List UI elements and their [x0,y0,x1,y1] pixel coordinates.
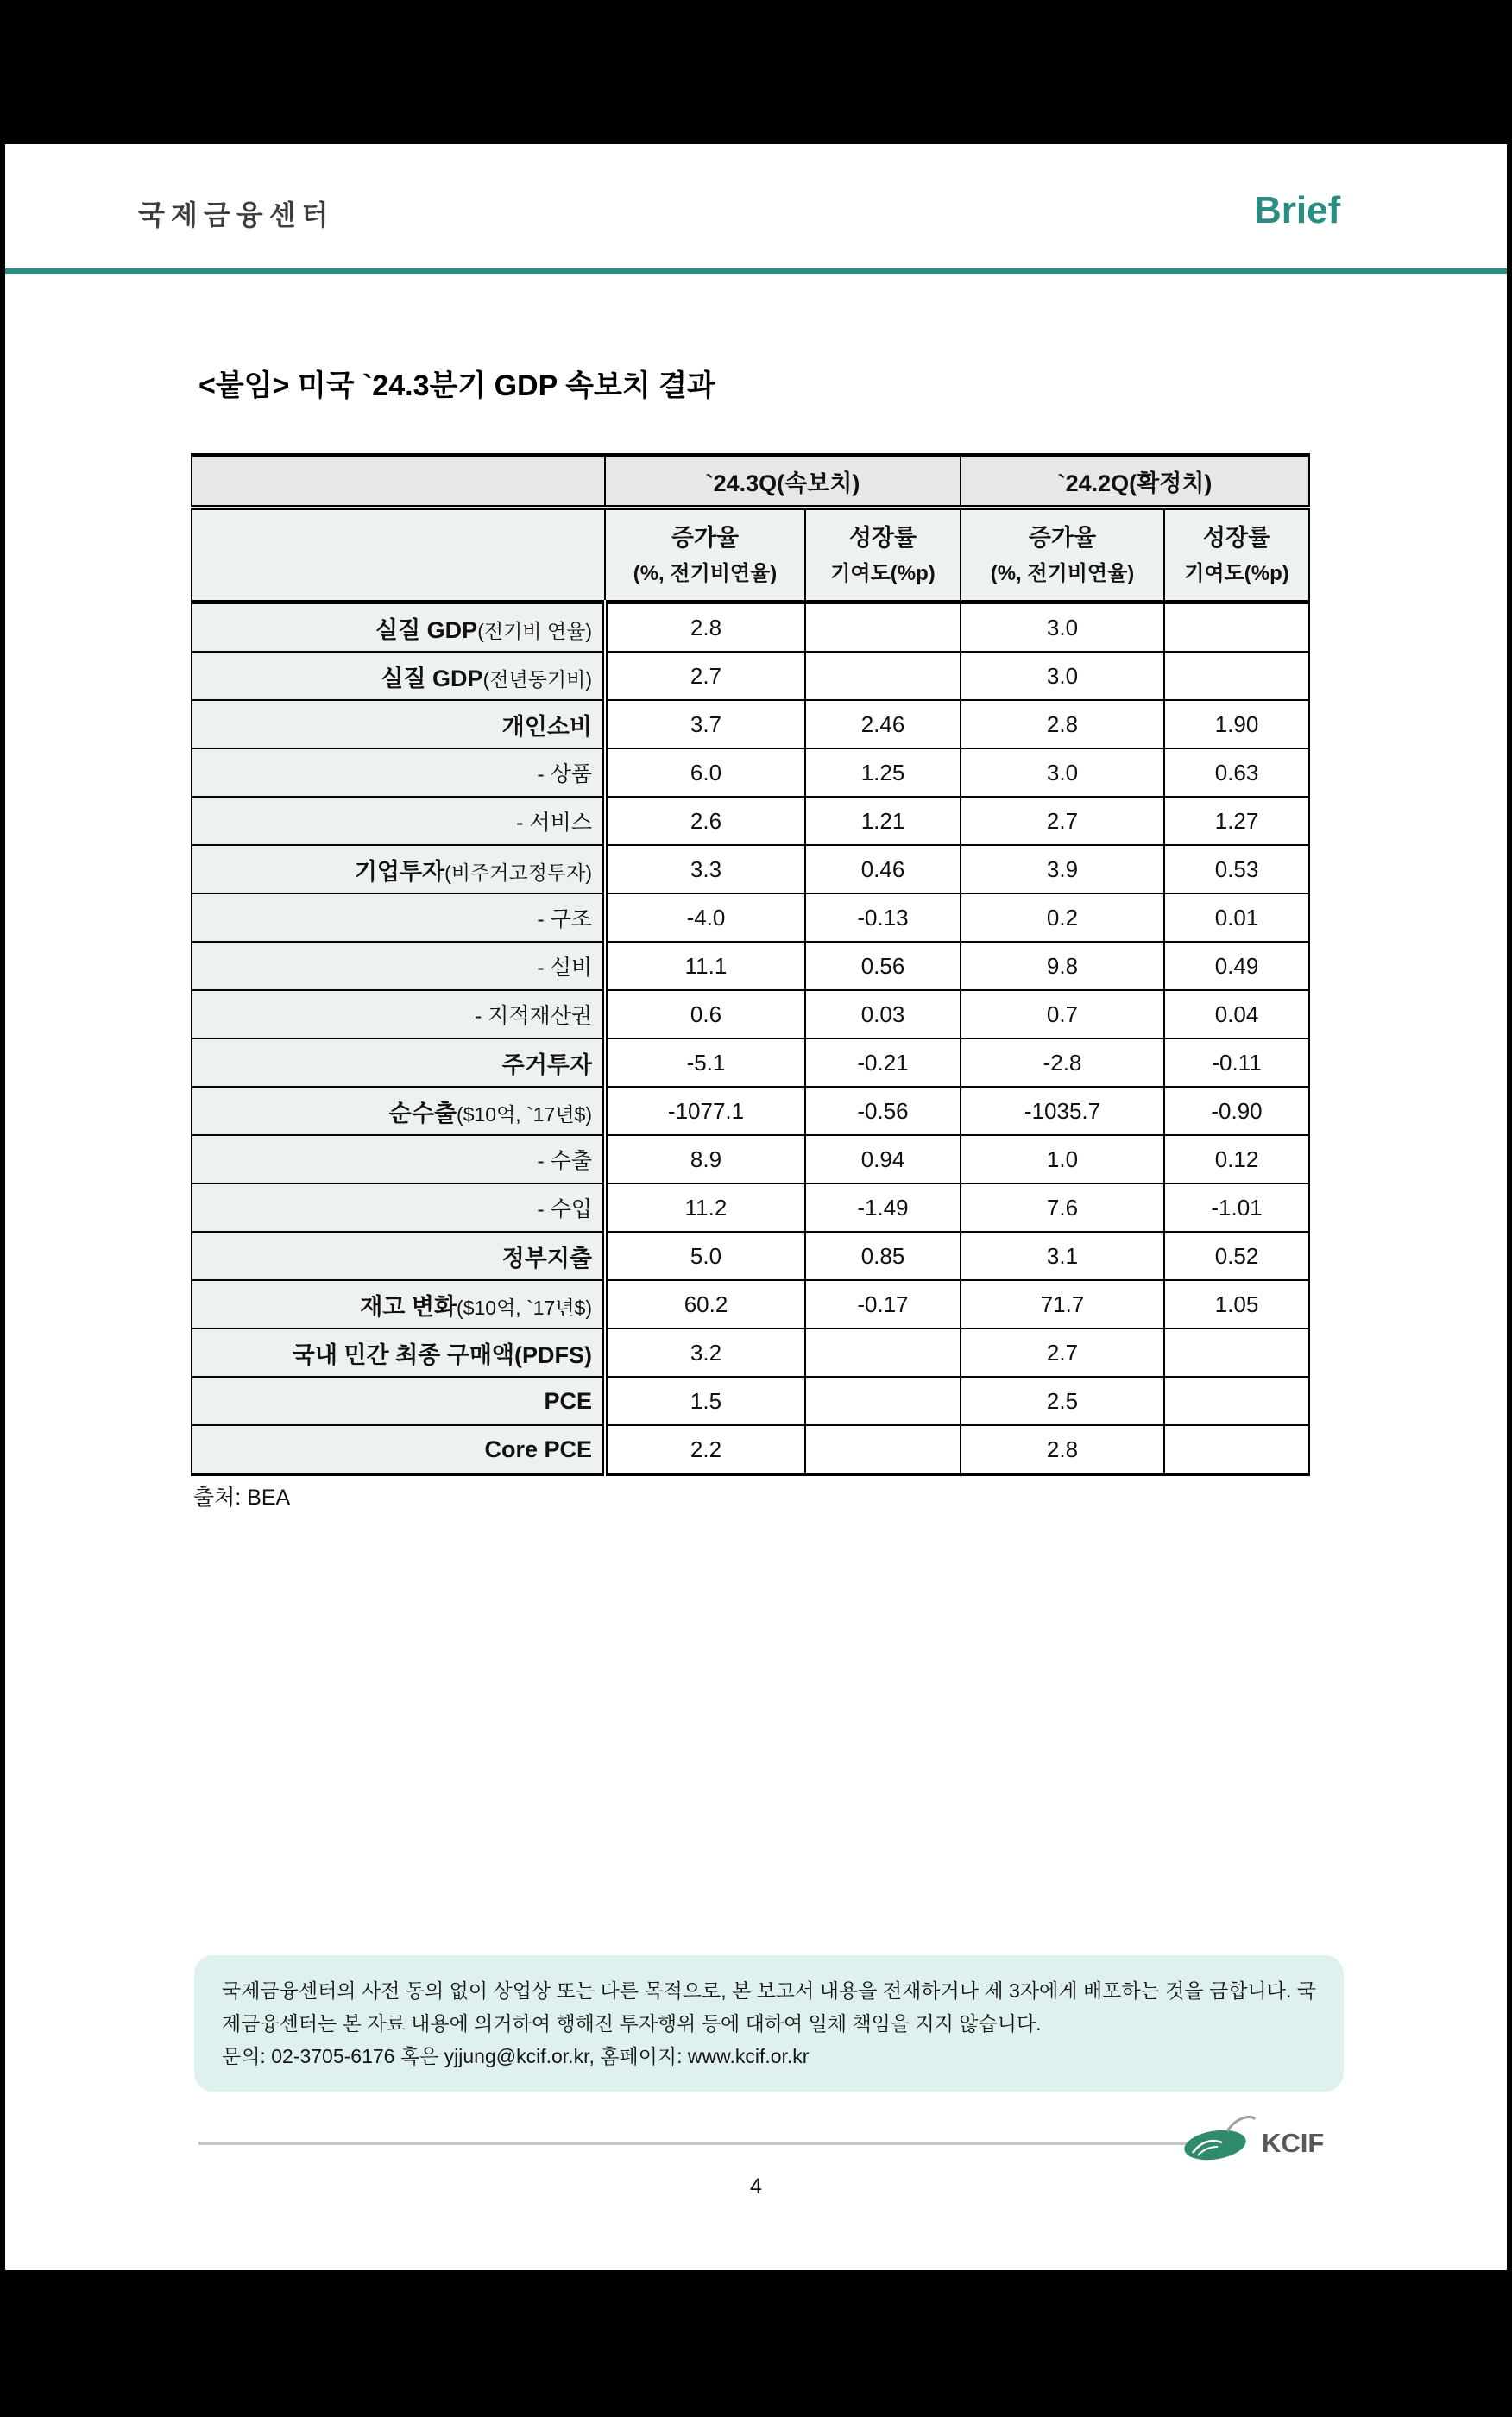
row-label: PCE [544,1387,592,1414]
table-row: 실질 GDP(전년동기비) 2.7 3.0 [192,652,1309,700]
cell-value: 3.0 [961,748,1164,797]
kcif-globe-icon [1182,2112,1260,2168]
col-header-growth-1: 증가율 (%, 전기비연율) [605,508,805,603]
table-row [192,700,1309,748]
table-row: 기업투자(비주거고정투자) 3.3 0.46 3.9 0.53 [192,845,1309,893]
row-label: 재고 변화 [360,1293,457,1320]
row-label: - 지적재산권 [474,1004,592,1028]
table-row [192,893,1309,942]
row-label: 실질 GDP [381,665,483,691]
cell-value: 60.2 [605,1280,805,1328]
table-row [192,748,1309,797]
cell-value: 11.2 [605,1183,805,1232]
row-label: 정부지출 [501,1245,592,1272]
cell-value: 0.6 [605,990,805,1038]
source-note: 출처: BEA [193,1486,291,1510]
cell-value: 1.5 [605,1377,805,1425]
table-subheader-row [192,508,1309,603]
row-label: Core PCE [484,1436,592,1462]
cell-value: -1.49 [805,1183,961,1232]
cell-value: 2.46 [805,700,961,748]
table-row: 재고 변화($10억, `17년$) 60.2 -0.17 71.7 1.05 [192,1280,1309,1328]
group-header-24-2q: `24.2Q(확정치) [961,455,1309,508]
cell-value: -0.11 [1164,1038,1309,1087]
header-divider [5,268,1507,274]
col-header-growth-2: 증가율 (%, 전기비연율) [961,508,1164,603]
cell-value [1164,652,1309,700]
table-group-header-row [192,455,1309,508]
table-row [192,1425,1309,1474]
cell-value [805,1377,961,1425]
table-row [192,1038,1309,1087]
label-column-header [192,508,605,603]
cell-value: 3.0 [961,652,1164,700]
table-row [192,1183,1309,1232]
cell-value: 5.0 [605,1232,805,1280]
cell-value: 1.0 [961,1135,1164,1183]
cell-value [1164,1425,1309,1474]
cell-value: 0.53 [1164,845,1309,893]
cell-value: 0.52 [1164,1232,1309,1280]
cell-value: 3.0 [961,603,1164,653]
cell-value: 0.12 [1164,1135,1309,1183]
col-header-contrib-2: 성장률 기여도(%p) [1164,508,1309,603]
org-name: 국제금융센터 [138,199,335,230]
page-number: 4 [750,2174,762,2199]
table-row [192,1377,1309,1425]
cell-value: 2.7 [605,652,805,700]
cell-value: 1.25 [805,748,961,797]
cell-value [805,603,961,653]
cell-value: 11.1 [605,942,805,990]
table-row [192,1135,1309,1183]
gdp-table [191,453,1310,1476]
cell-value: -1035.7 [961,1087,1164,1135]
cell-value [805,1328,961,1377]
cell-value: 0.63 [1164,748,1309,797]
table-row: 순수출($10억, `17년$) -1077.1 -0.56 -1035.7 -0.90 [192,1087,1309,1135]
cell-value: 0.2 [961,893,1164,942]
cell-value: -5.1 [605,1038,805,1087]
cell-value: 2.2 [605,1425,805,1474]
row-label: 주거투자 [501,1051,592,1078]
cell-value: 0.03 [805,990,961,1038]
cell-value: 0.01 [1164,893,1309,942]
cell-value: 3.9 [961,845,1164,893]
cell-value: 1.21 [805,797,961,845]
cell-value: -4.0 [605,893,805,942]
cell-value: -1.01 [1164,1183,1309,1232]
cell-value: 0.46 [805,845,961,893]
cell-value [805,652,961,700]
cell-value: 1.90 [1164,700,1309,748]
table-row [192,1232,1309,1280]
disclaimer-text: 국제금융센터의 사전 동의 없이 상업상 또는 다른 목적으로, 본 보고서 내용을 전재하거나 제 3자에게 배포하는 것을 금합니다. 국제금융센터는 본 자료 내용에 의거하여 행해진 투자행위 등에 대하여 일체 책임을 지지 않습니다. [222,1979,1316,2035]
cell-value: 3.1 [961,1232,1164,1280]
group-header-24-3q: `24.3Q(속보치) [605,455,961,508]
cell-value: 2.8 [605,603,805,653]
cell-value: 2.6 [605,797,805,845]
cell-value: 2.8 [961,1425,1164,1474]
cell-value: 8.9 [605,1135,805,1183]
cell-value: 9.8 [961,942,1164,990]
table-row [192,1328,1309,1377]
cell-value: 0.7 [961,990,1164,1038]
row-label: 국내 민간 최종 구매액(PDFS) [292,1341,592,1368]
footer-divider [198,2142,1188,2145]
cell-value: -0.90 [1164,1087,1309,1135]
cell-value: 71.7 [961,1280,1164,1328]
cell-value: -0.21 [805,1038,961,1087]
report-page [5,144,1507,2270]
kcif-logo [1182,2112,1338,2168]
cell-value [805,1425,961,1474]
row-label: - 구조 [537,907,592,931]
row-label: - 서비스 [516,811,592,835]
cell-value [1164,603,1309,653]
cell-value: 0.94 [805,1135,961,1183]
row-label: - 수출 [537,1149,592,1173]
cell-value: 2.7 [961,797,1164,845]
row-label: 실질 GDP [375,616,478,643]
table-row [192,797,1309,845]
row-label: - 설비 [537,956,592,980]
cell-value [1164,1377,1309,1425]
cell-value: -0.13 [805,893,961,942]
cell-value [1164,1328,1309,1377]
table-row [192,942,1309,990]
cell-value: 1.05 [1164,1280,1309,1328]
cell-value: -2.8 [961,1038,1164,1087]
disclaimer-box [194,1955,1344,2092]
table-corner-cell [192,455,605,508]
row-label: 기업투자 [354,858,445,885]
cell-value: 0.85 [805,1232,961,1280]
cell-value: 0.56 [805,942,961,990]
table-row [192,990,1309,1038]
cell-value: 0.49 [1164,942,1309,990]
cell-value: 0.04 [1164,990,1309,1038]
cell-value: 6.0 [605,748,805,797]
table-row: 실질 GDP(전기비 연율) 2.8 3.0 [192,603,1309,653]
cell-value: 2.8 [961,700,1164,748]
cell-value: -0.56 [805,1087,961,1135]
cell-value: -1077.1 [605,1087,805,1135]
cell-value: 1.27 [1164,797,1309,845]
cell-value: 3.2 [605,1328,805,1377]
cell-value: 2.5 [961,1377,1164,1425]
kcif-logo-text: KCIF [1262,2128,1325,2158]
row-label: - 수입 [537,1197,592,1221]
disclaimer-contact: 문의: 02-3705-6176 혹은 yjjung@kcif.or.kr, 홈페이지: www.kcif.or.kr [222,2045,810,2067]
col-header-contrib-1: 성장률 기여도(%p) [805,508,961,603]
row-label: 순수출 [388,1100,457,1126]
brand-brief: Brief [1254,189,1341,231]
cell-value: 2.7 [961,1328,1164,1377]
cell-value: -0.17 [805,1280,961,1328]
cell-value: 3.3 [605,845,805,893]
cell-value: 7.6 [961,1183,1164,1232]
row-label: - 상품 [537,762,592,786]
page-title: <붙임> 미국 `24.3분기 GDP 속보치 결과 [198,369,715,402]
row-label: 개인소비 [501,713,592,740]
cell-value: 3.7 [605,700,805,748]
